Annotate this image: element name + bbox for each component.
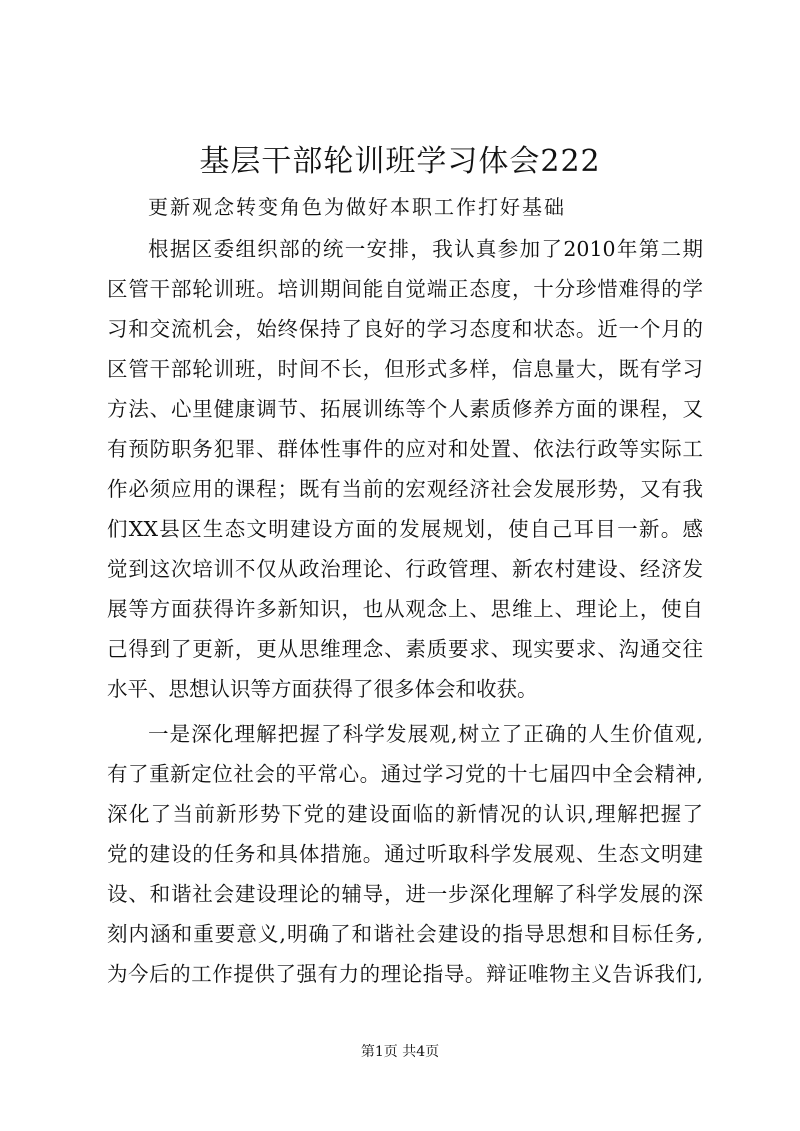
paragraph-line: 作必须应用的课程；既有当前的宏观经济社会发展形势，又有我 <box>107 477 703 501</box>
paragraph-line: 习和交流机会，始终保持了良好的学习态度和状态。近一个月的 <box>107 317 703 341</box>
paragraph-line: 展等方面获得许多新知识，也从观念上、思维上、理论上，使自 <box>107 597 703 621</box>
paragraph-line: 设、和谐社会建设理论的辅导，进一步深化理解了科学发展的深 <box>107 882 703 906</box>
paragraph-line: 们XX县区生态文明建设方面的发展规划，使自己耳目一新。感 <box>107 517 703 541</box>
page-number-footer: 第1页 共4页 <box>360 1044 440 1060</box>
paragraph-line: 一是深化理解把握了科学发展观,树立了正确的人生价值观, <box>148 722 703 746</box>
paragraph-line: 水平、思想认识等方面获得了很多体会和收获。 <box>107 677 538 701</box>
paragraph-line: 区管干部轮训班。培训期间能自觉端正态度，十分珍惜难得的学 <box>107 277 703 301</box>
paragraph-line: 刻内涵和重要意义,明确了和谐社会建设的指导思想和目标任务, <box>107 922 703 946</box>
paragraph-line: 觉到这次培训不仅从政治理论、行政管理、新农村建设、经济发 <box>107 557 703 581</box>
paragraph-line: 己得到了更新，更从思维理念、素质要求、现实要求、沟通交往 <box>107 637 703 661</box>
paragraph-line: 根据区委组织部的统一安排，我认真参加了2010年第二期 <box>148 237 703 261</box>
paragraph-line: 深化了当前新形势下党的建设面临的新情况的认识,理解把握了 <box>107 802 703 826</box>
paragraph-line: 有了重新定位社会的平常心。通过学习党的十七届四中全会精神, <box>107 762 703 786</box>
paragraph-line: 有预防职务犯罪、群体性事件的应对和处置、依法行政等实际工 <box>107 437 703 461</box>
paragraph-line: 区管干部轮训班，时间不长，但形式多样，信息量大，既有学习 <box>107 357 703 381</box>
document-title: 基层干部轮训班学习体会222 <box>199 144 601 179</box>
paragraph-line: 方法、心里健康调节、拓展训练等个人素质修养方面的课程，又 <box>107 397 703 421</box>
paragraph-line: 为今后的工作提供了强有力的理论指导。辩证唯物主义告诉我们, <box>107 962 703 986</box>
document-subtitle: 更新观念转变角色为做好本职工作打好基础 <box>148 195 566 219</box>
paragraph-line: 党的建设的任务和具体措施。通过听取科学发展观、生态文明建 <box>107 842 703 866</box>
